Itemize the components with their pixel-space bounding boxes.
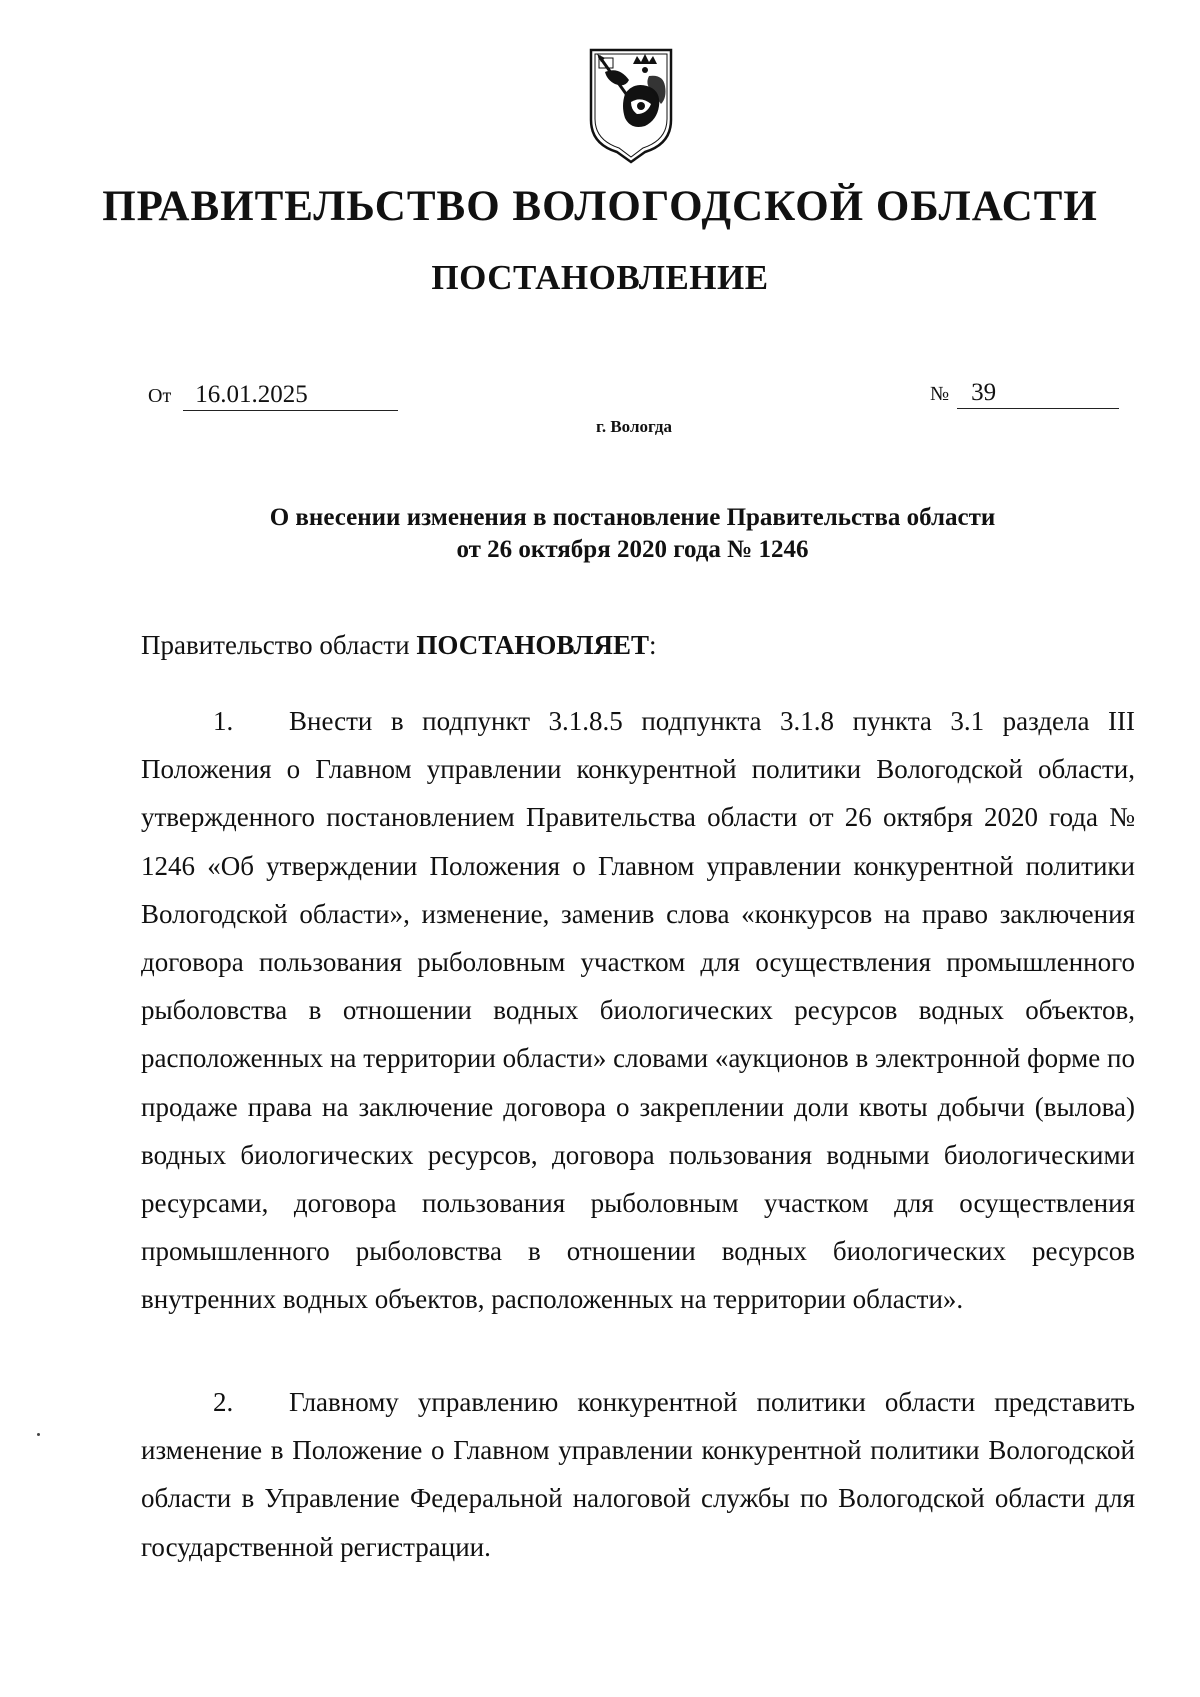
document-date: 16.01.2025 [183, 380, 398, 411]
paragraph-2 [141, 1378, 1135, 1571]
intro-resolves: ПОСТАНОВЛЯЕТ [416, 630, 649, 660]
scan-speck [37, 1433, 40, 1436]
number-field [930, 378, 1119, 409]
paragraph-2-text: Главному управлению конкурентной политики области представить изменение в Положение о Главном управлении конкурентной политики Вологодской области в Управление Федеральной налоговой службы по Вологодской области для государственной регистрации. [141, 1387, 1135, 1562]
intro-text: Правительство области [141, 630, 417, 660]
document-subject [150, 502, 1115, 566]
coat-of-arms-icon [585, 46, 677, 166]
date-field [148, 380, 398, 411]
subject-line-1: О внесении изменения в постановление Правительства области [269, 504, 996, 531]
number-prefix: № [930, 383, 950, 405]
city: г. Вологда [596, 417, 672, 436]
government-title: ПРАВИТЕЛЬСТВО ВОЛОГОДСКОЙ ОБЛАСТИ [102, 183, 1098, 230]
intro-colon: : [648, 630, 657, 660]
document-number: 39 [957, 378, 1119, 409]
paragraph-1-number: 1. [213, 706, 234, 736]
resolution-intro [141, 628, 657, 662]
paragraph-1 [141, 697, 1135, 1324]
paragraph-1-text: Внести в подпункт 3.1.8.5 подпункта 3.1.8 пункта 3.1 раздела III Положения о Главном управлении конкурентной политики Вологодской области, утвержденного постановлением Правительства области от 26 октября 2020 года № 1246 «Об утверждении Положения о Главном управлении конкурентной политики Вологодской области», изменение, заменив слова «конкурсов на право заключения договора пользования рыболовным участком для осуществления промышленного рыболовства в отношении водных биологических ресурсов водных объектов, расположенных на территории области» словами «аукционов в электронной форме по продаже права на заключение договора о закреплении доли квоты добычи (вылова) водных биологических ресурсов, договора пользования водными биологическими ресурсами, договора пользования рыболовным участком для осуществления промышленного рыболовства в отношении водных биологических ресурсов внутренних водных объектов, расположенных на территории области». [141, 706, 1135, 1315]
date-prefix: От [148, 385, 172, 407]
paragraph-2-number: 2. [213, 1387, 234, 1417]
subject-line-2: от 26 октября 2020 года № 1246 [456, 536, 809, 563]
document-type: ПОСТАНОВЛЕНИЕ [431, 258, 769, 297]
